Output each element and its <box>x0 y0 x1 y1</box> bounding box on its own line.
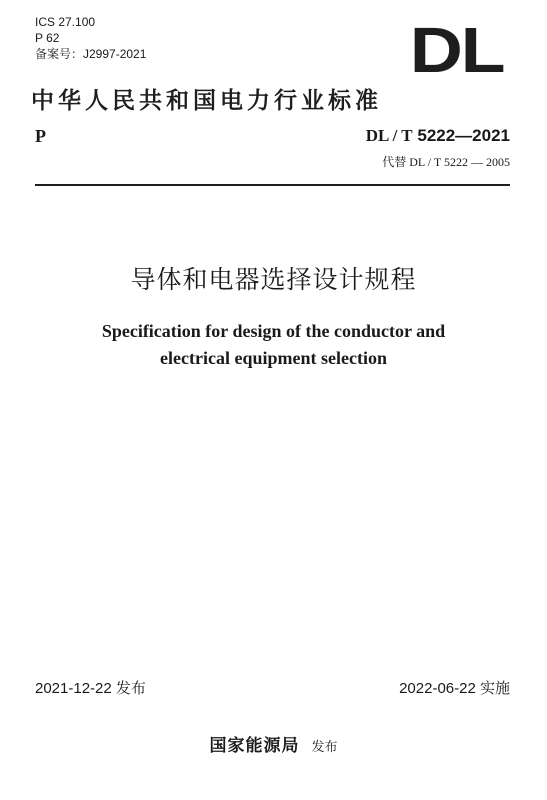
implementation-date: 2022-06-22 实施 <box>399 680 510 697</box>
issue-date: 2021-12-22 发布 <box>35 680 146 697</box>
standard-value: 5222—2021 <box>417 126 510 145</box>
header-divider <box>35 184 510 186</box>
standard-number <box>366 126 510 146</box>
ics-code: ICS 27.100 <box>35 15 96 29</box>
publisher-org: 国家能源局 <box>209 736 300 756</box>
publisher-action: 发布 <box>311 740 338 755</box>
standard-code: DL / T <box>365 126 413 145</box>
replaces-standard: 代替 DL / T 5222 — 2005 <box>382 155 510 169</box>
title-english-line-1: Specification for design of the conductor and <box>101 321 446 341</box>
category-letter: P <box>35 126 46 146</box>
filing-number: 备案号：J2997-2021 <box>35 47 147 61</box>
document-title-chinese: 导体和电器选择设计规程 <box>130 265 417 294</box>
document-title-english <box>0 318 547 372</box>
title-english-line-2: electrical equipment selection <box>160 348 387 368</box>
publisher <box>0 731 547 756</box>
standard-title: 中华人民共和国电力行业标准 <box>31 88 382 114</box>
dl-logo: DL <box>409 14 503 86</box>
classification-code: P 62 <box>35 31 60 45</box>
